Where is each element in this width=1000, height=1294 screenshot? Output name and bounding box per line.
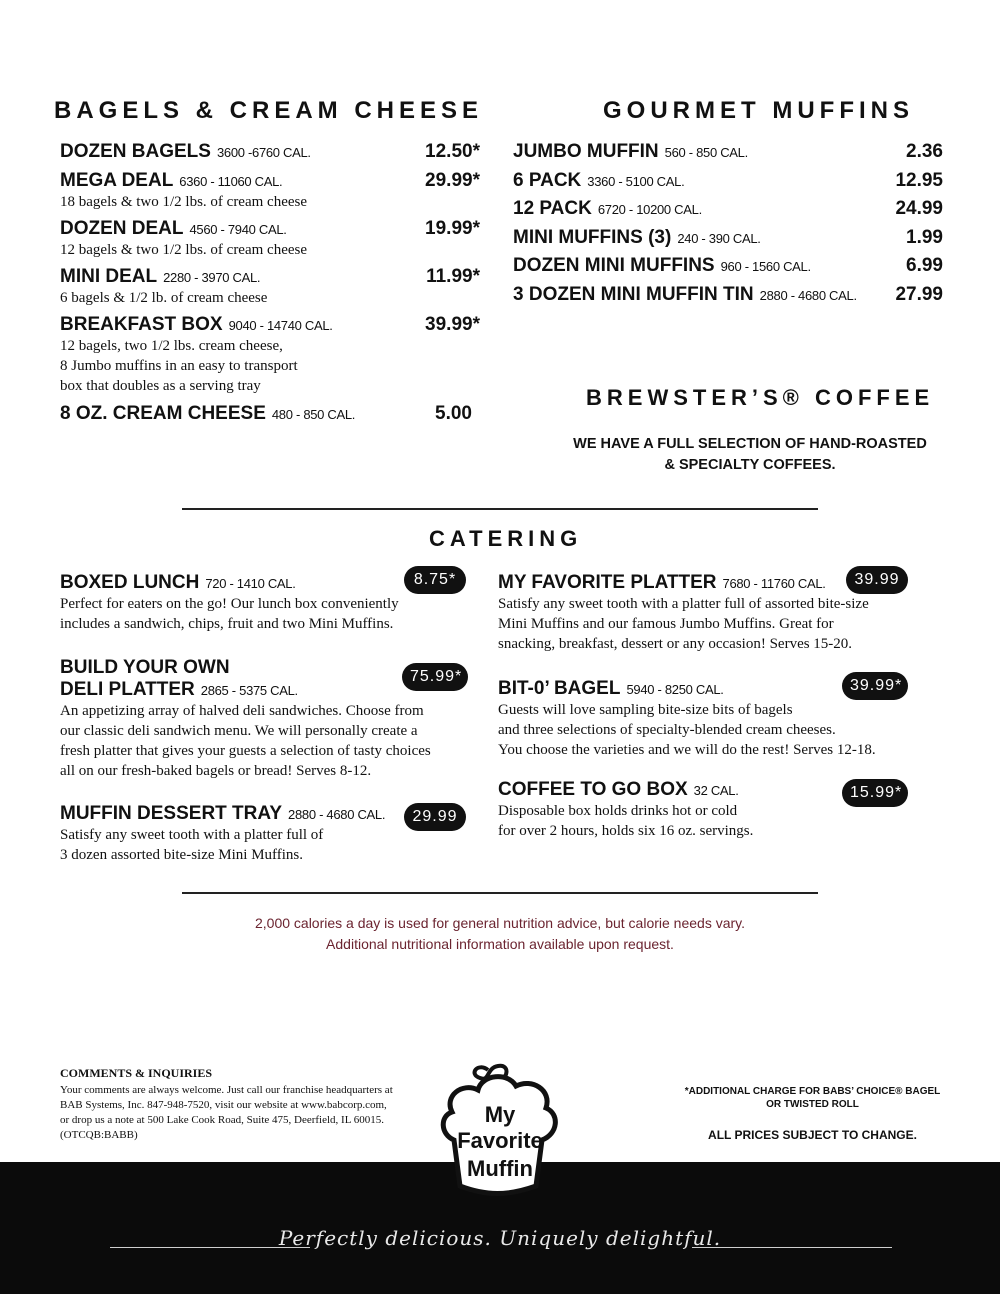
item-calories: 2865 - 5375 CAL. (200, 683, 298, 698)
item-description-line: snacking, breakfast, dessert or any occasion! Serves 15-20. (498, 636, 853, 652)
item-name: 12 PACK (513, 198, 592, 219)
muffins-section-title: GOURMET MUFFINS (603, 97, 914, 124)
item-description-line: Perfect for eaters on the go! Our lunch box conveniently (60, 596, 399, 612)
coffee-line-2: & SPECIALTY COFFEES. (664, 457, 836, 473)
item-name: DOZEN BAGELS (60, 141, 211, 162)
coffee-description (540, 434, 960, 476)
item-name: COFFEE TO GO BOX (498, 779, 688, 800)
item-calories: 3600 -6760 CAL. (216, 145, 311, 160)
coffee-section-title: BREWSTER’S® COFFEE (586, 385, 935, 410)
item-calories: 9040 - 14740 CAL. (228, 318, 333, 333)
item-name: MINI MUFFINS (3) (513, 227, 672, 248)
my-favorite-muffin-logo (438, 1060, 562, 1200)
item-name: DOZEN DEAL (60, 218, 184, 239)
price-badge: 8.75* (404, 566, 466, 594)
muffin-logo-icon (438, 1060, 562, 1200)
menu-item-3-dozen-tin (513, 284, 943, 306)
nutrition-line-1: 2,000 calories a day is used for general nutrition advice, but calorie needs vary. (254, 915, 746, 931)
tagline: Perfectly delicious. Uniquely delightful. (278, 1226, 722, 1250)
menu-item-12-pack (513, 198, 943, 220)
menu-item-dozen-bagels (60, 141, 480, 163)
item-name-line-2: DELI PLATTER (60, 679, 195, 700)
item-calories: 240 - 390 CAL. (677, 231, 761, 246)
menu-item-mini-deal (60, 266, 480, 308)
item-description-line: fresh platter that gives your guests a selection of tasty choices (60, 743, 431, 759)
menu-item-breakfast-box (60, 314, 480, 396)
item-description: 6 bagels & 1/2 lb. of cream cheese (60, 290, 268, 306)
item-name: BREAKFAST BOX (60, 314, 223, 335)
menu-item-dozen-mini-muffins (513, 255, 943, 277)
item-description-line: for over 2 hours, holds six 16 oz. servings. (498, 823, 754, 839)
item-description-line: box that doubles as a serving tray (60, 378, 261, 394)
catering-section-title: CATERING (429, 526, 583, 551)
comments-title: COMMENTS & INQUIRIES (60, 1066, 213, 1080)
menu-item-cream-cheese (60, 403, 472, 425)
item-name: 3 DOZEN MINI MUFFIN TIN (513, 284, 754, 305)
item-description-line: 12 bagels, two 1/2 lbs. cream cheese, (60, 338, 283, 354)
nutrition-note (0, 913, 1000, 955)
item-name: MUFFIN DESSERT TRAY (60, 803, 283, 824)
item-price: 2.36 (906, 141, 943, 162)
item-calories: 5940 - 8250 CAL. (626, 682, 724, 697)
item-calories: 560 - 850 CAL. (664, 145, 748, 160)
item-description-line: 8 Jumbo muffins in an easy to transport (60, 358, 298, 374)
item-price: 19.99* (425, 218, 480, 239)
item-calories: 32 CAL. (693, 783, 739, 798)
item-price: 39.99* (425, 314, 480, 335)
item-name: BIT-0’ BAGEL (498, 678, 621, 699)
item-name: BOXED LUNCH (60, 572, 200, 593)
item-description-line: 3 dozen assorted bite-size Mini Muffins. (60, 847, 304, 863)
item-price: 12.50* (425, 141, 480, 162)
menu-item-mini-muffins (513, 227, 943, 249)
item-calories: 720 - 1410 CAL. (205, 576, 296, 591)
item-calories: 960 - 1560 CAL. (720, 259, 811, 274)
item-calories: 2880 - 4680 CAL. (759, 288, 857, 303)
comments-line-1: Your comments are always welcome. Just call our franchise headquarters at (60, 1084, 393, 1096)
logo-word-muffin: Muffin (467, 1156, 533, 1181)
divider-top (182, 508, 818, 510)
item-calories: 3360 - 5100 CAL. (587, 174, 685, 189)
note-line-1: *ADDITIONAL CHARGE FOR BABS’ CHOICE® BAGEL (684, 1086, 941, 1097)
comments-line-4: (OTCQB:BABB) (60, 1129, 138, 1141)
item-description-line: An appetizing array of halved deli sandwiches. Choose from (60, 703, 424, 719)
note-line-2: OR TWISTED ROLL (766, 1099, 859, 1110)
item-calories: 480 - 850 CAL. (271, 407, 356, 422)
item-name: BUILD YOUR OWN (60, 657, 230, 678)
logo-word-favorite: Favorite (457, 1128, 543, 1153)
item-calories: 6360 - 11060 CAL. (179, 174, 283, 189)
menu-item-6-pack (513, 170, 943, 192)
item-description-line: our classic deli sandwich menu. We will personally create a (60, 723, 418, 739)
item-description-line: and three selections of specialty-blended cream cheeses. (498, 722, 836, 738)
menu-item-jumbo-muffin (513, 141, 943, 163)
item-price: 29.99* (425, 170, 480, 191)
item-name: DOZEN MINI MUFFINS (513, 255, 715, 276)
item-name: 8 OZ. CREAM CHEESE (60, 403, 266, 424)
logo-word-my: My (484, 1102, 516, 1127)
menu-item-mega-deal (60, 170, 480, 212)
item-description-line: Satisfy any sweet tooth with a platter full of (60, 827, 324, 843)
menu-item-dozen-deal (60, 218, 480, 260)
price-badge: 39.99* (842, 672, 908, 700)
item-description-line: includes a sandwich, chips, fruit and two Mini Muffins. (60, 616, 394, 632)
item-calories: 7680 - 11760 CAL. (722, 576, 826, 591)
additional-charge-note (670, 1085, 955, 1111)
item-price: 6.99 (906, 255, 943, 276)
item-description-line: You choose the varieties and we will do the rest! Serves 12-18. (498, 742, 876, 758)
item-price: 27.99 (895, 284, 943, 305)
price-badge: 75.99* (402, 663, 468, 691)
item-name: MEGA DEAL (60, 170, 174, 191)
price-badge: 29.99 (404, 803, 466, 831)
item-calories: 4560 - 7940 CAL. (189, 222, 287, 237)
item-name: 6 PACK (513, 170, 582, 191)
item-price: 1.99 (906, 227, 943, 248)
item-price: 12.95 (895, 170, 943, 191)
item-calories: 6720 - 10200 CAL. (597, 202, 702, 217)
comments-line-3: or drop us a note at 500 Lake Cook Road, Suite 475, Deerfield, IL 60015. (60, 1114, 385, 1126)
item-name: MINI DEAL (60, 266, 158, 287)
comments-line-2: BAB Systems, Inc. 847-948-7520, visit our website at www.babcorp.com, (60, 1099, 387, 1111)
item-description-line: Guests will love sampling bite-size bits of bagels (498, 702, 793, 718)
item-price: 11.99* (426, 266, 480, 287)
item-description-line: Disposable box holds drinks hot or cold (498, 803, 738, 819)
item-description-line: all on our fresh-baked bagels or bread! Serves 8-12. (60, 763, 372, 779)
item-description-line: Mini Muffins and our famous Jumbo Muffins. Great for (498, 616, 834, 632)
item-calories: 2880 - 4680 CAL. (288, 807, 386, 822)
price-badge: 39.99 (846, 566, 908, 594)
bagels-section-title: BAGELS & CREAM CHEESE (54, 97, 484, 124)
nutrition-line-2: Additional nutritional information available upon request. (326, 936, 674, 952)
item-description: 12 bagels & two 1/2 lbs. of cream cheese (60, 242, 308, 258)
item-name: MY FAVORITE PLATTER (498, 572, 717, 593)
item-name: JUMBO MUFFIN (513, 141, 659, 162)
item-calories: 2280 - 3970 CAL. (163, 270, 261, 285)
coffee-line-1: WE HAVE A FULL SELECTION OF HAND-ROASTED (573, 436, 927, 452)
price-badge: 15.99* (842, 779, 908, 807)
item-price: 24.99 (895, 198, 943, 219)
item-price: 5.00 (435, 403, 472, 424)
item-description-line: Satisfy any sweet tooth with a platter full of assorted bite-size (498, 596, 869, 612)
item-description: 18 bagels & two 1/2 lbs. of cream cheese (60, 194, 308, 210)
divider-bottom (182, 892, 818, 894)
prices-subject-note: ALL PRICES SUBJECT TO CHANGE. (708, 1128, 917, 1142)
comments-block (60, 1066, 420, 1143)
